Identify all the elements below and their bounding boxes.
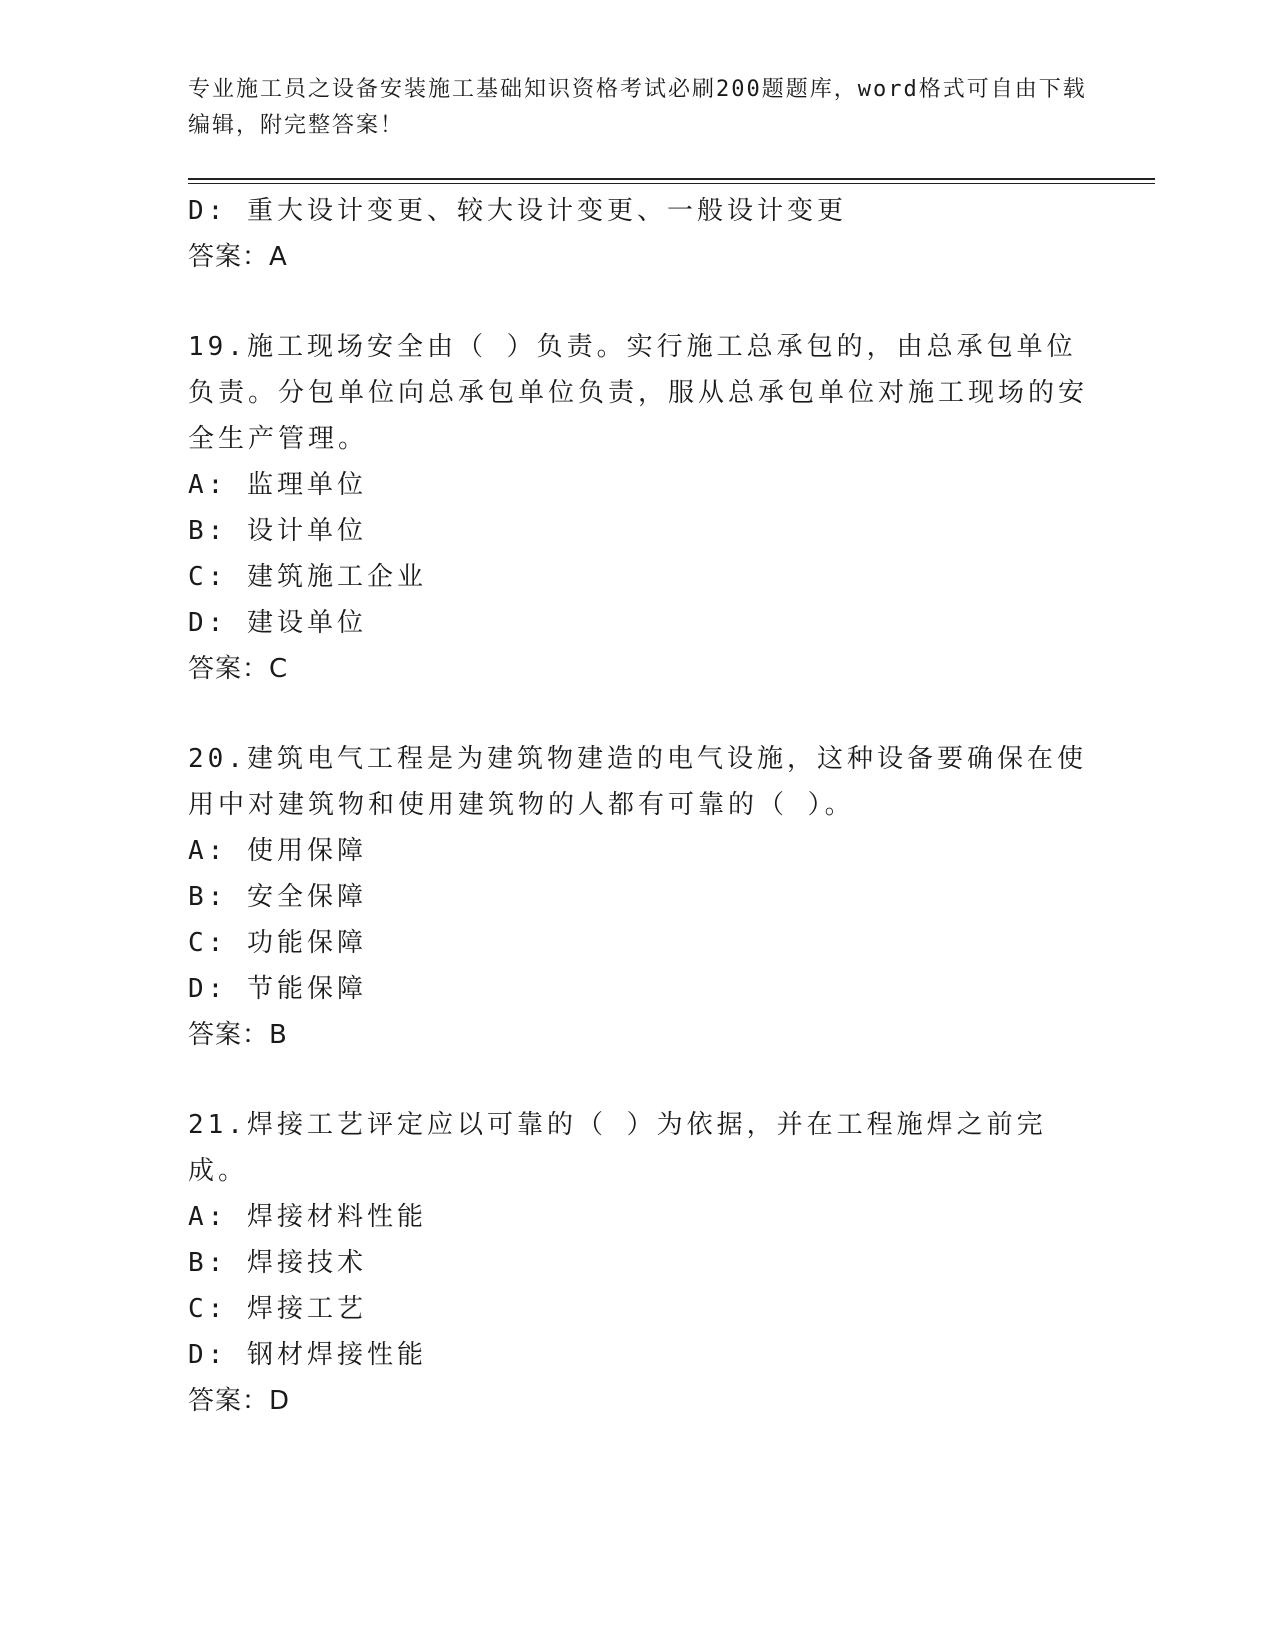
option-a: A: 焊接材料性能 [188,1202,427,1232]
option-d: D: 重大设计变更、较大设计变更、一般设计变更 [188,196,847,226]
option-b: B: 安全保障 [188,882,367,912]
option-a: A: 监理单位 [188,470,367,500]
question-stem: 21.焊接工艺评定应以可靠的（ ）为依据，并在工程施焊之前完成。 [188,1110,1047,1186]
option-d: D: 建设单位 [188,608,367,638]
option-c: C: 建筑施工企业 [188,562,427,592]
answer-line: 答案：D [188,1386,291,1416]
header-divider-thick [188,178,1155,180]
carryover-question [188,188,1088,280]
question-stem: 19.施工现场安全由（ ）负责。实行施工总承包的，由总承包单位负责。分包单位向总承包单位负责，服从总承包单位对施工现场的安全生产管理。 [188,332,1089,454]
question-21 [188,1102,1088,1424]
answer-line: 答案：A [188,242,288,272]
question-19 [188,324,1088,692]
question-list [188,188,1088,1424]
document-header: 专业施工员之设备安装施工基础知识资格考试必刷200题题库，word格式可自由下载编辑，附完整答案！ [188,77,1087,138]
option-c: C: 焊接工艺 [188,1294,367,1324]
option-c: C: 功能保障 [188,928,367,958]
question-20 [188,736,1088,1058]
answer-line: 答案：C [188,654,289,684]
option-b: B: 设计单位 [188,516,367,546]
option-d: D: 钢材焊接性能 [188,1340,427,1370]
header-divider-thin [188,183,1155,184]
option-a: A: 使用保障 [188,836,367,866]
question-stem: 20.建筑电气工程是为建筑物建造的电气设施，这种设备要确保在使用中对建筑物和使用建筑物的人都有可靠的（ ）。 [188,744,1087,820]
option-b: B: 焊接技术 [188,1248,367,1278]
option-d: D: 节能保障 [188,974,367,1004]
answer-line: 答案：B [188,1020,288,1050]
